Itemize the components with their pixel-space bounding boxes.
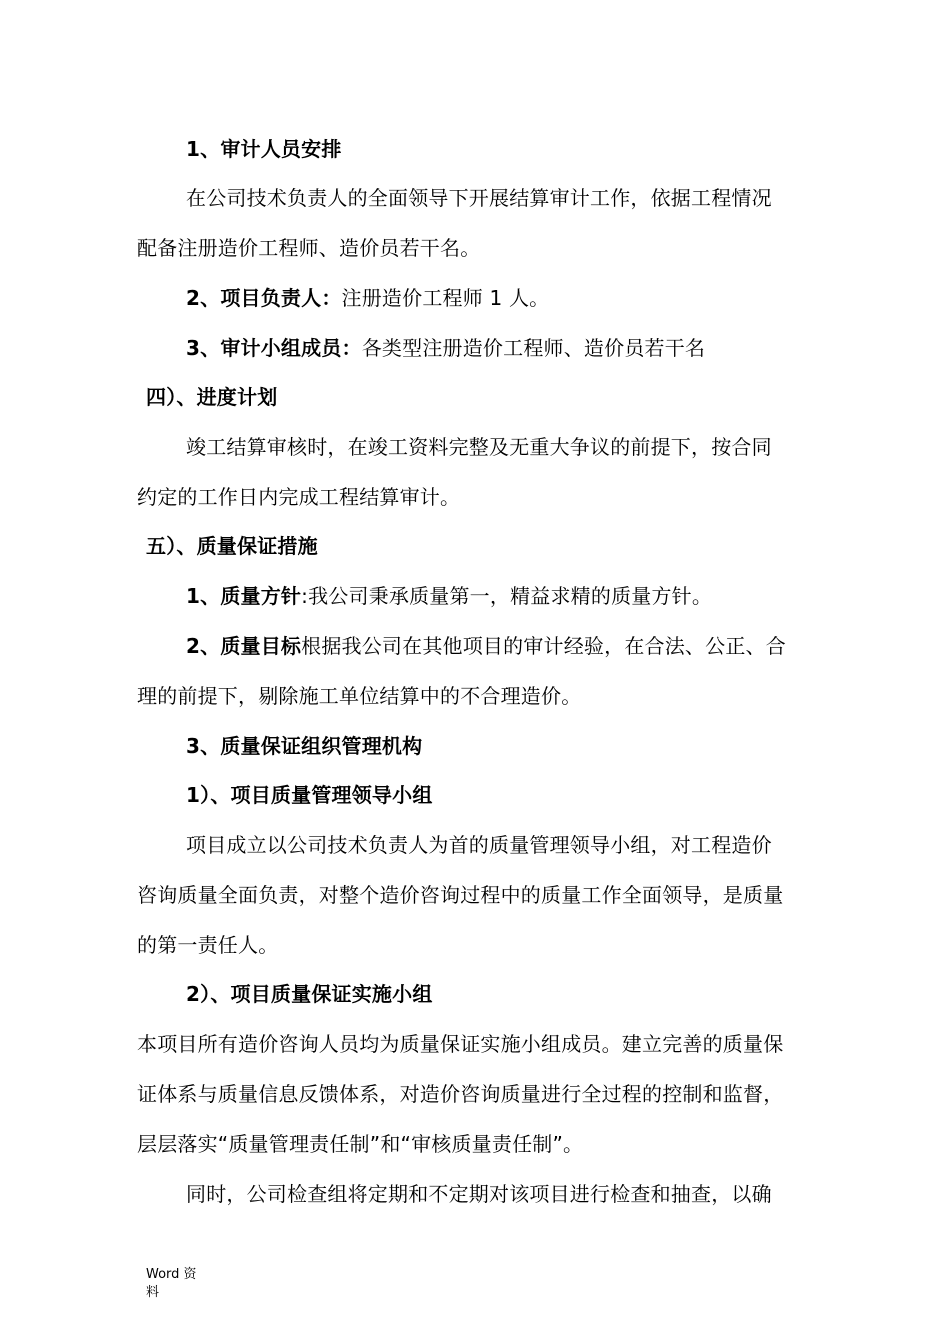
paragraph-line: 在公司技术负责人的全面领导下开展结算审计工作，依据工程情况 bbox=[186, 186, 772, 210]
quality-goal-text: 根据我公司在其他项目的审计经验，在合法、公正、合 bbox=[301, 634, 786, 658]
subheading-implementation-group: 2）、项目质量保证实施小组 bbox=[186, 982, 433, 1006]
paragraph-line: 约定的工作日内完成工程结算审计。 bbox=[137, 485, 461, 509]
section-heading-schedule: 四）、进度计划 bbox=[146, 385, 278, 409]
audit-team-text: 各类型注册造价工程师、造价员若干名 bbox=[361, 336, 706, 360]
paragraph-line: 竣工结算审核时，在竣工资料完整及无重大争议的前提下，按合同 bbox=[186, 435, 772, 459]
paragraph-line: 项目成立以公司技术负责人为首的质量管理领导小组，对工程造价 bbox=[186, 833, 772, 857]
audit-team-line bbox=[186, 331, 705, 365]
quality-policy-line bbox=[186, 579, 712, 613]
quality-goal-line bbox=[186, 629, 786, 663]
page-footer bbox=[146, 1266, 197, 1302]
paragraph-line: 理的前提下，剔除施工单位结算中的不合理造价。 bbox=[137, 684, 582, 708]
paragraph-line: 咨询质量全面负责，对整个造价咨询过程中的质量工作全面领导，是质量 bbox=[137, 883, 784, 907]
project-lead-label: 2、项目负责人： bbox=[186, 286, 342, 310]
paragraph-line: 证体系与质量信息反馈体系，对造价咨询质量进行全过程的控制和监督， bbox=[137, 1082, 784, 1106]
audit-team-label: 3、审计小组成员： bbox=[186, 336, 362, 360]
section-heading-staffing: 1、审计人员安排 bbox=[186, 137, 342, 161]
paragraph-line: 配备注册造价工程师、造价员若干名。 bbox=[137, 236, 481, 260]
subheading-org: 3、质量保证组织管理机构 bbox=[186, 734, 423, 758]
paragraph-line: 同时，公司检查组将定期和不定期对该项目进行检查和抽查，以确 bbox=[186, 1182, 772, 1206]
section-heading-quality: 五）、质量保证措施 bbox=[146, 534, 318, 558]
paragraph-line: 本项目所有造价咨询人员均为质量保证实施小组成员。建立完善的质量保 bbox=[137, 1032, 784, 1056]
project-lead-line bbox=[186, 281, 549, 315]
project-lead-text: 注册造价工程师 1 人。 bbox=[341, 286, 550, 310]
footer-line: Word 资 bbox=[146, 1267, 197, 1282]
paragraph-line: 的第一责任人。 bbox=[137, 933, 279, 957]
subheading-leadership-group: 1）、项目质量管理领导小组 bbox=[186, 783, 433, 807]
quality-goal-label: 2、质量目标 bbox=[186, 634, 302, 658]
footer-line: 料 bbox=[146, 1285, 160, 1300]
quality-policy-label: 1、质量方针 bbox=[186, 584, 302, 608]
quality-policy-text: :我公司秉承质量第一，精益求精的质量方针。 bbox=[301, 584, 713, 608]
paragraph-line: 层层落实“质量管理责任制”和“审核质量责任制”。 bbox=[137, 1132, 584, 1156]
